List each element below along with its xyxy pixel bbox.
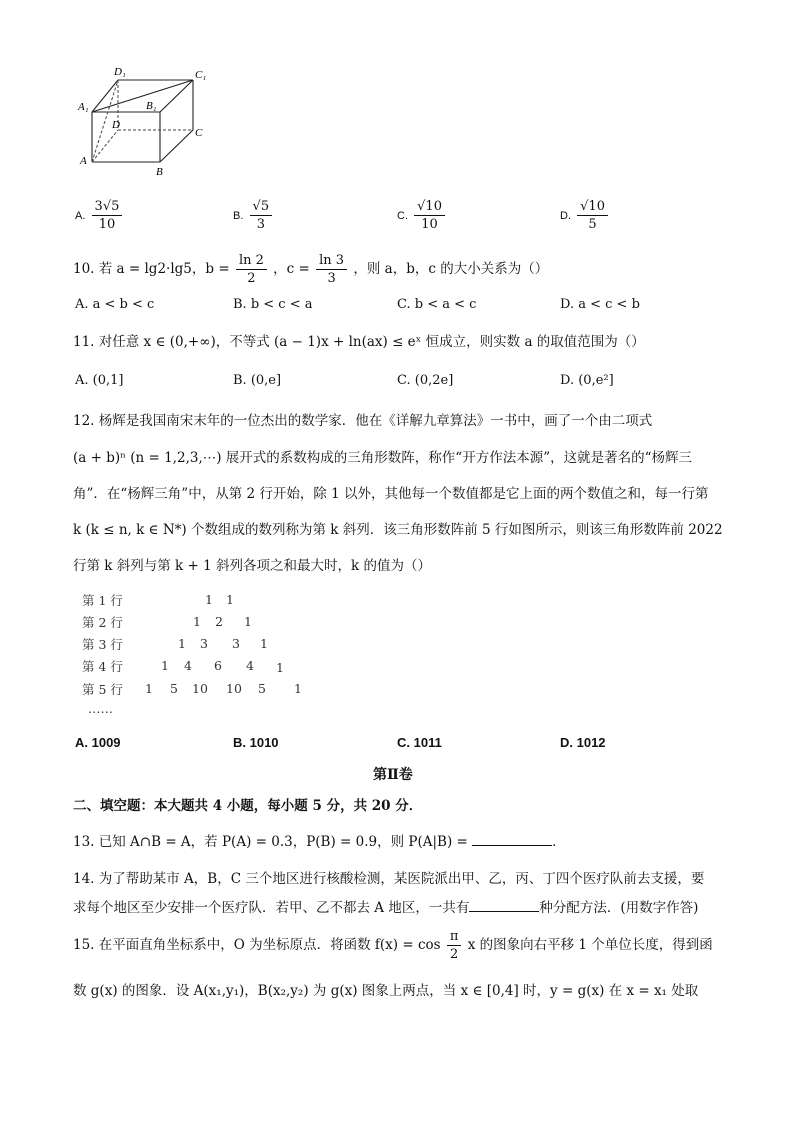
triangle-cell: 1	[205, 592, 213, 607]
answer-blank[interactable]	[472, 831, 552, 846]
q12-option-a: A. 1009	[75, 735, 121, 750]
fraction-pi-over-2	[447, 928, 462, 963]
q12-option-b: B. 1010	[233, 735, 279, 750]
section2-header: 二、填空题：本大题共 4 小题，每小题 5 分，共 20 分．	[73, 798, 423, 814]
denominator: 3	[327, 271, 336, 286]
label-C1: C₁	[195, 69, 207, 81]
q13	[73, 831, 566, 852]
triangle-cell: 3	[232, 636, 240, 651]
option-key: C.	[397, 210, 408, 222]
q10-option-d: D. a < c < b	[560, 297, 640, 312]
triangle-cell: 6	[214, 658, 222, 673]
label-D1: D₁	[114, 66, 126, 78]
triangle-cell: 5	[170, 681, 178, 696]
q14-line-1: 14. 为了帮助某市 A，B，C 三个地区进行核酸检测，某医院派出甲、乙，丙、丁四个医疗队前去支援，要	[73, 871, 705, 887]
denominator: 2	[247, 271, 256, 286]
triangle-cell: 1	[226, 592, 234, 607]
label-A: A	[80, 155, 87, 167]
denominator: 3	[256, 217, 265, 232]
numerator: ln 3	[316, 252, 347, 270]
q13-period: ．	[552, 834, 566, 850]
q10-option-c: C. b < a < c	[397, 297, 477, 312]
fraction	[414, 198, 445, 233]
option-key: A.	[75, 210, 86, 222]
numerator: 3√5	[92, 198, 123, 216]
q15-line-1	[73, 928, 713, 963]
denominator: 10	[421, 217, 438, 232]
answer-blank[interactable]	[469, 897, 539, 912]
q13-text: 13. 已知 A∩B = A，若 P(A) = 0.3，P(B) = 0.9，则 P(A|B) =	[73, 834, 468, 850]
numerator: √10	[414, 198, 445, 216]
triangle-cell: 1	[178, 636, 186, 651]
cube-figure	[76, 64, 210, 180]
triangle-ellipsis: ……	[88, 701, 113, 716]
fraction	[577, 198, 608, 233]
q15-text: 15. 在平面直角坐标系中，O 为坐标原点．将函数 f(x) = cos	[73, 937, 441, 953]
q10-stem	[73, 252, 548, 287]
triangle-cell: 1	[193, 614, 201, 629]
label-B1: B₁	[146, 100, 157, 112]
triangle-cell: 10	[192, 681, 208, 696]
denominator: 5	[588, 217, 597, 232]
triangle-row-2-label: 第 2 行	[82, 615, 123, 630]
q11-option-b: B. (0,e]	[233, 373, 282, 388]
label-A1: A₁	[78, 101, 89, 113]
numerator: √5	[250, 198, 273, 216]
triangle-cell: 1	[260, 636, 268, 651]
q12-line-1: 12. 杨辉是我国南宋末年的一位杰出的数学家．他在《详解九章算法》一书中，画了一个由二项式	[73, 413, 653, 429]
triangle-row-3-label: 第 3 行	[82, 637, 123, 652]
triangle-row-4-label: 第 4 行	[82, 659, 123, 674]
q15-line-2: 数 g(x) 的图象．设 A(x₁,y₁)，B(x₂,y₂) 为 g(x) 图象上两点，当 x ∈ [0,4] 时，y = g(x) 在 x = x₁ 处取	[73, 983, 699, 999]
q12-option-d: D. 1012	[560, 735, 606, 750]
q15-text: x 的图象向右平移 1 个单位长度，得到函	[467, 937, 713, 953]
triangle-row-1-label: 第 1 行	[82, 593, 123, 608]
triangle-cell: 4	[246, 658, 254, 673]
triangle-cell: 1	[244, 614, 252, 629]
q11-stem: 11. 对任意 x ∈ (0,+∞)，不等式 (a − 1)x + ln(ax) ≤ eˣ 恒成立，则实数 a 的取值范围为（）	[73, 334, 645, 350]
fraction-c	[316, 252, 347, 287]
q10-stem-part: 10. 若 a = lg2·lg5，b =	[73, 261, 230, 277]
option-key: D.	[560, 210, 571, 222]
fraction	[250, 198, 273, 233]
triangle-cell: 1	[161, 658, 169, 673]
q12-option-c: C. 1011	[397, 735, 442, 750]
q14-text: 求每个地区至少安排一个医疗队．若甲、乙不都去 A 地区，一共有	[73, 900, 470, 916]
triangle-cell: 10	[226, 681, 242, 696]
denominator: 2	[450, 947, 459, 962]
triangle-cell: 2	[215, 614, 223, 629]
option-key: B.	[233, 210, 244, 222]
q14-line-2	[73, 897, 698, 918]
q14-text: 种分配方法．(用数字作答)	[539, 900, 699, 916]
q11-option-a: A. (0,1]	[75, 373, 124, 388]
q9-option-b	[233, 198, 274, 233]
q12-line-5: 行第 k 斜列与第 k + 1 斜列各项之和最大时，k 的值为（）	[73, 558, 431, 574]
numerator: √10	[577, 198, 608, 216]
q12-line-4: k (k ≤ n, k ∈ N*) 个数组成的数列称为第 k 斜列．该三角形数阵前 5 行如图所示，则该三角形数阵前 2022	[73, 522, 723, 538]
fraction-b	[236, 252, 267, 287]
q9-option-a	[75, 198, 124, 233]
triangle-cell: 4	[184, 658, 192, 673]
triangle-cell: 1	[294, 681, 302, 696]
label-B: B	[156, 166, 163, 178]
triangle-cell: 3	[200, 636, 208, 651]
triangle-cell: 5	[258, 681, 266, 696]
label-D: D	[112, 119, 120, 131]
numerator: ln 2	[236, 252, 267, 270]
triangle-cell: 1	[145, 681, 153, 696]
denominator: 10	[98, 217, 116, 232]
triangle-row-5-label: 第 5 行	[82, 682, 123, 697]
q10-stem-part: ，则 a，b，c 的大小关系为（）	[353, 261, 549, 277]
numerator: π	[447, 928, 462, 946]
q12-line-3: 角”．在“杨辉三角”中，从第 2 行开始，除 1 以外，其他每一个数值都是它上面的两个数值之和，每一行第	[73, 486, 709, 502]
section-title: 第Ⅱ卷	[373, 767, 413, 783]
q9-option-c	[397, 198, 447, 233]
q11-option-d: D. (0,e²]	[560, 373, 614, 388]
fraction	[92, 198, 123, 233]
q10-stem-part: ，c =	[273, 261, 310, 277]
q11-option-c: C. (0,2e]	[397, 373, 454, 388]
label-C: C	[195, 127, 203, 139]
q12-line-2: (a + b)ⁿ (n = 1,2,3,⋯) 展开式的系数构成的三角形数阵，称作“开方作法本源”，这就是著名的“杨辉三	[73, 450, 693, 466]
q10-option-b: B. b < c < a	[233, 297, 313, 312]
triangle-cell: 1	[276, 660, 284, 675]
q9-option-d	[560, 198, 610, 233]
q10-option-a: A. a < b < c	[75, 297, 155, 312]
